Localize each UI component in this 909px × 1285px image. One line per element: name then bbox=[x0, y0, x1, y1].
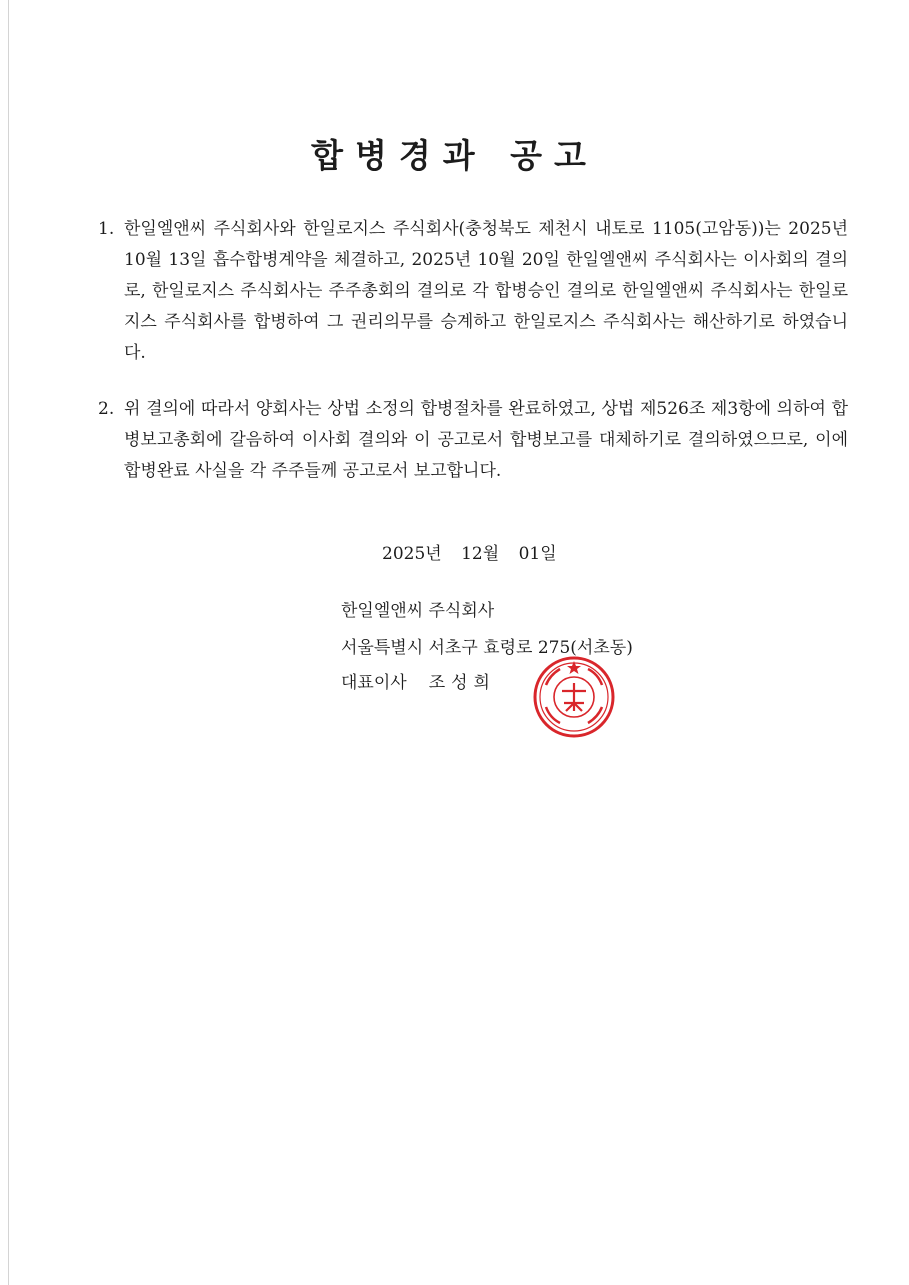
ceo-name: 조성희 bbox=[428, 673, 496, 693]
page-edge-line bbox=[8, 0, 9, 1285]
ceo-line bbox=[341, 669, 496, 697]
company-name: 한일엘앤씨 주식회사 bbox=[341, 601, 495, 621]
ceo-title: 대표이사 bbox=[341, 673, 407, 693]
notice-title: 합병경과 공고 bbox=[311, 136, 598, 175]
paragraph-2 bbox=[98, 394, 848, 487]
notice-date bbox=[382, 540, 571, 568]
date-year: 2025년 bbox=[382, 544, 442, 564]
paragraph-number: 1. bbox=[98, 219, 115, 239]
paragraph-text: 한일엘앤씨 주식회사와 한일로지스 주식회사(충청북도 제천시 내토로 1105(고암동))는 2025년 10월 13일 흡수합병계약을 체결하고, 2025년 10월 20일 한일엘앤씨 주식회사는 이사회의 결의로, 한일로지스 주식회사는 주주총회의 결의로 각 합병승인 결의로 한일엘앤씨 주식회사는 한일로지스 주식회사를 합병하여 그 권리의무를 승계하고 한일로지스 주식회사는 해산하기로 하였습니다. bbox=[124, 219, 848, 363]
company-address: 서울특별시 서초구 효령로 275(서초동) bbox=[341, 638, 633, 658]
paragraph-1 bbox=[98, 214, 848, 369]
date-day: 01일 bbox=[518, 544, 557, 564]
paragraph-number: 2. bbox=[98, 399, 115, 419]
paragraph-text: 위 결의에 따라서 양회사는 상법 소정의 합병절차를 완료하였고, 상법 제526조 제3항에 의하여 합병보고총회에 갈음하여 이사회 결의와 이 공고로서 합병보고를 대체하기로 결의하였으므로, 이에 합병완료 사실을 각 주주들께 공고로서 보고합니다. bbox=[124, 399, 848, 481]
date-month: 12월 bbox=[461, 544, 500, 564]
company-seal-icon bbox=[532, 655, 616, 739]
